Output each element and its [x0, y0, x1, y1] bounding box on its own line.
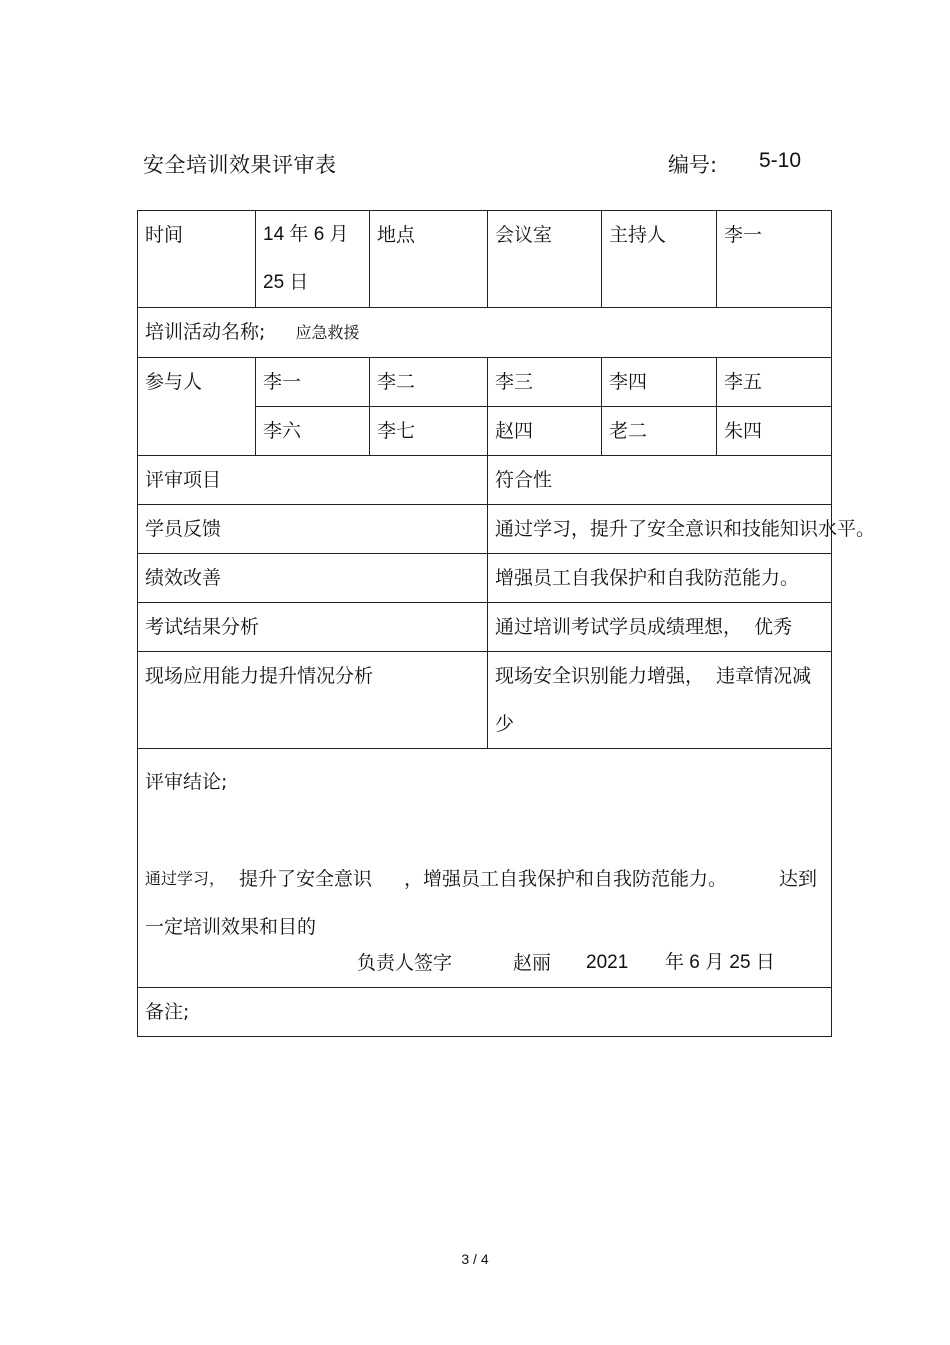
conclusion-text-part3: ，增强员工自我保护和自我防范能力。: [404, 868, 728, 890]
conclusion-text-line2: 一定培训效果和目的: [145, 916, 317, 938]
page-number: 3 / 4: [461, 1251, 489, 1267]
review-header-row: [138, 456, 832, 505]
review-item: 绩效改善: [138, 554, 488, 603]
doc-number-label: 编号:: [668, 153, 718, 177]
participant: 李七: [370, 407, 488, 456]
participant: 老二: [602, 407, 717, 456]
time-label: 时间: [138, 211, 256, 308]
participant: 李五: [717, 358, 832, 407]
activity-label: 培训活动名称;: [145, 321, 266, 343]
activity-value: 应急救援: [295, 323, 360, 342]
location-value: 会议室: [488, 211, 602, 308]
participants-label: 参与人: [138, 358, 256, 456]
review-result: 现场安全识别能力增强， 违章情况减少: [488, 652, 832, 749]
participants-row-1: [138, 358, 832, 407]
remarks-label: 备注;: [138, 988, 832, 1037]
form-title: 安全培训效果评审表: [143, 153, 337, 177]
participant: 李六: [256, 407, 370, 456]
conclusion-text-part1: 通过学习，: [145, 869, 226, 888]
sign-date: 年 6 月 25 日: [665, 952, 775, 973]
conclusion-text-part4: 达到: [779, 868, 818, 890]
info-row: [138, 211, 832, 308]
location-label: 地点: [370, 211, 488, 308]
host-value: 李一: [717, 211, 832, 308]
sign-year: 2021: [586, 952, 629, 973]
review-row: [138, 554, 832, 603]
conclusion-cell: [138, 749, 832, 988]
participant: 朱四: [717, 407, 832, 456]
conclusion-row: [138, 749, 832, 988]
time-value: [256, 211, 370, 308]
doc-number: 5-10: [759, 149, 802, 172]
review-item: 学员反馈: [138, 505, 488, 554]
review-result: 增强员工自我保护和自我防范能力。: [488, 554, 832, 603]
participant: 李四: [602, 358, 717, 407]
review-row: [138, 652, 832, 749]
review-form-table: [137, 210, 876, 1037]
participant: 李一: [256, 358, 370, 407]
participant: 李三: [488, 358, 602, 407]
conclusion-text-part2: 提升了安全意识: [239, 868, 373, 890]
review-item-header: 评审项目: [138, 456, 488, 505]
review-result: 通过学习，提升了安全意识和技能知识水平。: [488, 505, 832, 554]
review-conformity-header: 符合性: [488, 456, 832, 505]
remarks-row: [138, 988, 832, 1037]
review-item: 现场应用能力提升情况分析: [138, 652, 488, 749]
participant: 赵四: [488, 407, 602, 456]
signer-name: 赵丽: [513, 952, 552, 974]
time-value-line1: 14 年 6 月: [263, 224, 349, 245]
review-row: [138, 603, 832, 652]
activity-row: [138, 308, 832, 358]
review-row: [138, 505, 832, 554]
host-label: 主持人: [602, 211, 717, 308]
review-item: 考试结果分析: [138, 603, 488, 652]
signer-label: 负责人签字: [357, 952, 453, 974]
conclusion-label: 评审结论;: [145, 771, 228, 793]
activity-cell: [138, 308, 832, 358]
review-result: 通过培训考试学员成绩理想， 优秀: [488, 603, 832, 652]
participant: 李二: [370, 358, 488, 407]
time-value-line2: 25 日: [263, 272, 309, 293]
